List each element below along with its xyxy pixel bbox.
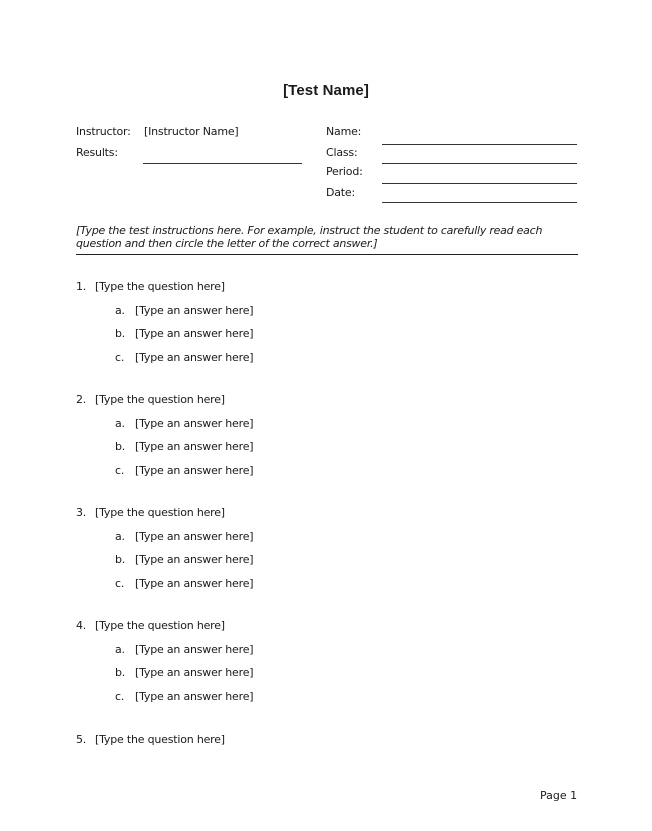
class-line[interactable] xyxy=(382,163,577,164)
instructor-label: Instructor: xyxy=(76,125,131,138)
answer-4b[interactable] xyxy=(115,666,253,679)
answer-letter: c. xyxy=(115,577,125,590)
answer-letter: c. xyxy=(115,464,125,477)
answer-3c[interactable] xyxy=(115,577,253,590)
answer-1b[interactable] xyxy=(115,327,253,340)
answer-4a[interactable] xyxy=(115,643,253,656)
name-label: Name: xyxy=(326,125,362,138)
answer-letter: c. xyxy=(115,351,125,364)
period-line[interactable] xyxy=(382,183,577,184)
answer-text[interactable]: [Type an answer here] xyxy=(135,417,254,430)
class-label: Class: xyxy=(326,146,358,159)
answer-2c[interactable] xyxy=(115,464,253,477)
answer-text[interactable]: [Type an answer here] xyxy=(135,643,254,656)
question-number: 3. xyxy=(76,506,87,519)
name-line[interactable] xyxy=(382,144,577,145)
answer-text[interactable]: [Type an answer here] xyxy=(135,464,254,477)
answer-text[interactable]: [Type an answer here] xyxy=(135,327,254,340)
answer-text[interactable]: [Type an answer here] xyxy=(135,440,254,453)
test-title[interactable]: [Test Name] xyxy=(283,82,369,99)
date-line[interactable] xyxy=(382,202,577,203)
results-line[interactable] xyxy=(143,163,302,164)
page-number: Page 1 xyxy=(540,789,578,802)
instructions-divider xyxy=(76,254,578,255)
question-number: 2. xyxy=(76,393,87,406)
answer-letter: a. xyxy=(115,417,125,430)
answer-3b[interactable] xyxy=(115,553,253,566)
answer-text[interactable]: [Type an answer here] xyxy=(135,304,254,317)
question-text[interactable]: [Type the question here] xyxy=(95,393,225,406)
test-instructions[interactable]: [Type the test instructions here. For example, instruct the student to carefully read each question and then circle the letter of the correct answer.] xyxy=(76,224,543,250)
question-number: 1. xyxy=(76,280,87,293)
answer-letter: b. xyxy=(115,553,126,566)
answer-4c[interactable] xyxy=(115,690,253,703)
answer-2b[interactable] xyxy=(115,440,253,453)
answer-1c[interactable] xyxy=(115,351,253,364)
answer-letter: b. xyxy=(115,666,126,679)
question-text[interactable]: [Type the question here] xyxy=(95,733,225,746)
question-5[interactable] xyxy=(76,733,225,746)
answer-3a[interactable] xyxy=(115,530,253,543)
answer-letter: b. xyxy=(115,440,126,453)
answer-text[interactable]: [Type an answer here] xyxy=(135,690,254,703)
instructor-name-field[interactable]: [Instructor Name] xyxy=(144,125,239,138)
results-label: Results: xyxy=(76,146,118,159)
date-label: Date: xyxy=(326,186,355,199)
question-1[interactable] xyxy=(76,280,225,293)
answer-2a[interactable] xyxy=(115,417,253,430)
answer-letter: a. xyxy=(115,643,125,656)
answer-text[interactable]: [Type an answer here] xyxy=(135,530,254,543)
answer-letter: c. xyxy=(115,690,125,703)
question-text[interactable]: [Type the question here] xyxy=(95,280,225,293)
answer-text[interactable]: [Type an answer here] xyxy=(135,577,254,590)
answer-letter: a. xyxy=(115,530,125,543)
answer-1a[interactable] xyxy=(115,304,253,317)
answer-text[interactable]: [Type an answer here] xyxy=(135,351,254,364)
period-label: Period: xyxy=(326,165,363,178)
question-3[interactable] xyxy=(76,506,225,519)
answer-letter: b. xyxy=(115,327,126,340)
question-4[interactable] xyxy=(76,619,225,632)
question-text[interactable]: [Type the question here] xyxy=(95,619,225,632)
question-number: 5. xyxy=(76,733,87,746)
question-number: 4. xyxy=(76,619,87,632)
answer-text[interactable]: [Type an answer here] xyxy=(135,553,254,566)
question-2[interactable] xyxy=(76,393,225,406)
question-text[interactable]: [Type the question here] xyxy=(95,506,225,519)
answer-letter: a. xyxy=(115,304,125,317)
answer-text[interactable]: [Type an answer here] xyxy=(135,666,254,679)
